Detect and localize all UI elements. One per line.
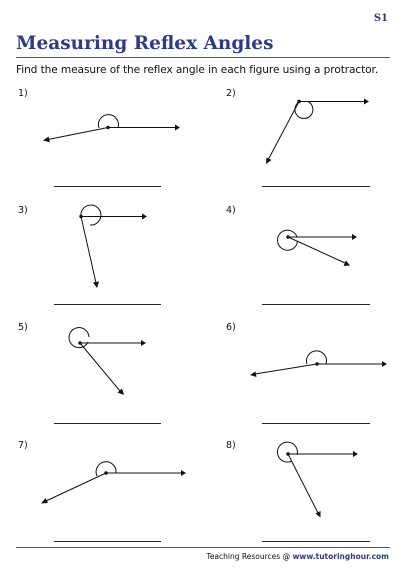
footer-site-link[interactable]: www.tutoringhour.com xyxy=(292,552,389,561)
answer-line[interactable] xyxy=(54,304,161,305)
angle-figure xyxy=(226,88,405,198)
problem-number: 7) xyxy=(18,440,28,451)
answer-line[interactable] xyxy=(262,423,370,424)
instructions-text: Find the measure of the reflex angle in each figure using a protractor. xyxy=(16,64,379,76)
problem-number: 2) xyxy=(226,88,236,99)
angle-figure xyxy=(18,205,208,315)
angle-figure xyxy=(226,205,405,315)
problem-8 xyxy=(226,440,405,560)
problem-1 xyxy=(18,88,208,208)
problem-3 xyxy=(18,205,208,325)
angle-figure xyxy=(18,88,208,198)
footer-prefix: Teaching Resources @ xyxy=(206,552,293,561)
problem-number: 3) xyxy=(18,205,28,216)
problem-number: 8) xyxy=(226,440,236,451)
answer-line[interactable] xyxy=(54,186,161,187)
answer-line[interactable] xyxy=(262,186,370,187)
problem-number: 5) xyxy=(18,322,28,333)
problem-number: 1) xyxy=(18,88,28,99)
problem-number: 4) xyxy=(226,205,236,216)
problem-2 xyxy=(226,88,405,208)
answer-line[interactable] xyxy=(262,541,370,542)
problem-7 xyxy=(18,440,208,560)
answer-line[interactable] xyxy=(54,423,161,424)
problem-number: 6) xyxy=(226,322,236,333)
answer-line[interactable] xyxy=(54,541,161,542)
problem-4 xyxy=(226,205,405,325)
answer-line[interactable] xyxy=(262,304,370,305)
angle-figure xyxy=(18,440,208,550)
problem-6 xyxy=(226,322,405,442)
angle-figure xyxy=(18,322,208,432)
worksheet-code: S1 xyxy=(373,13,388,24)
footer-divider xyxy=(16,547,390,548)
problem-5 xyxy=(18,322,208,442)
header-divider xyxy=(16,57,390,58)
footer xyxy=(207,552,389,561)
angle-figure xyxy=(226,440,405,550)
angle-figure xyxy=(226,322,405,432)
page-title: Measuring Reflex Angles xyxy=(16,33,274,54)
